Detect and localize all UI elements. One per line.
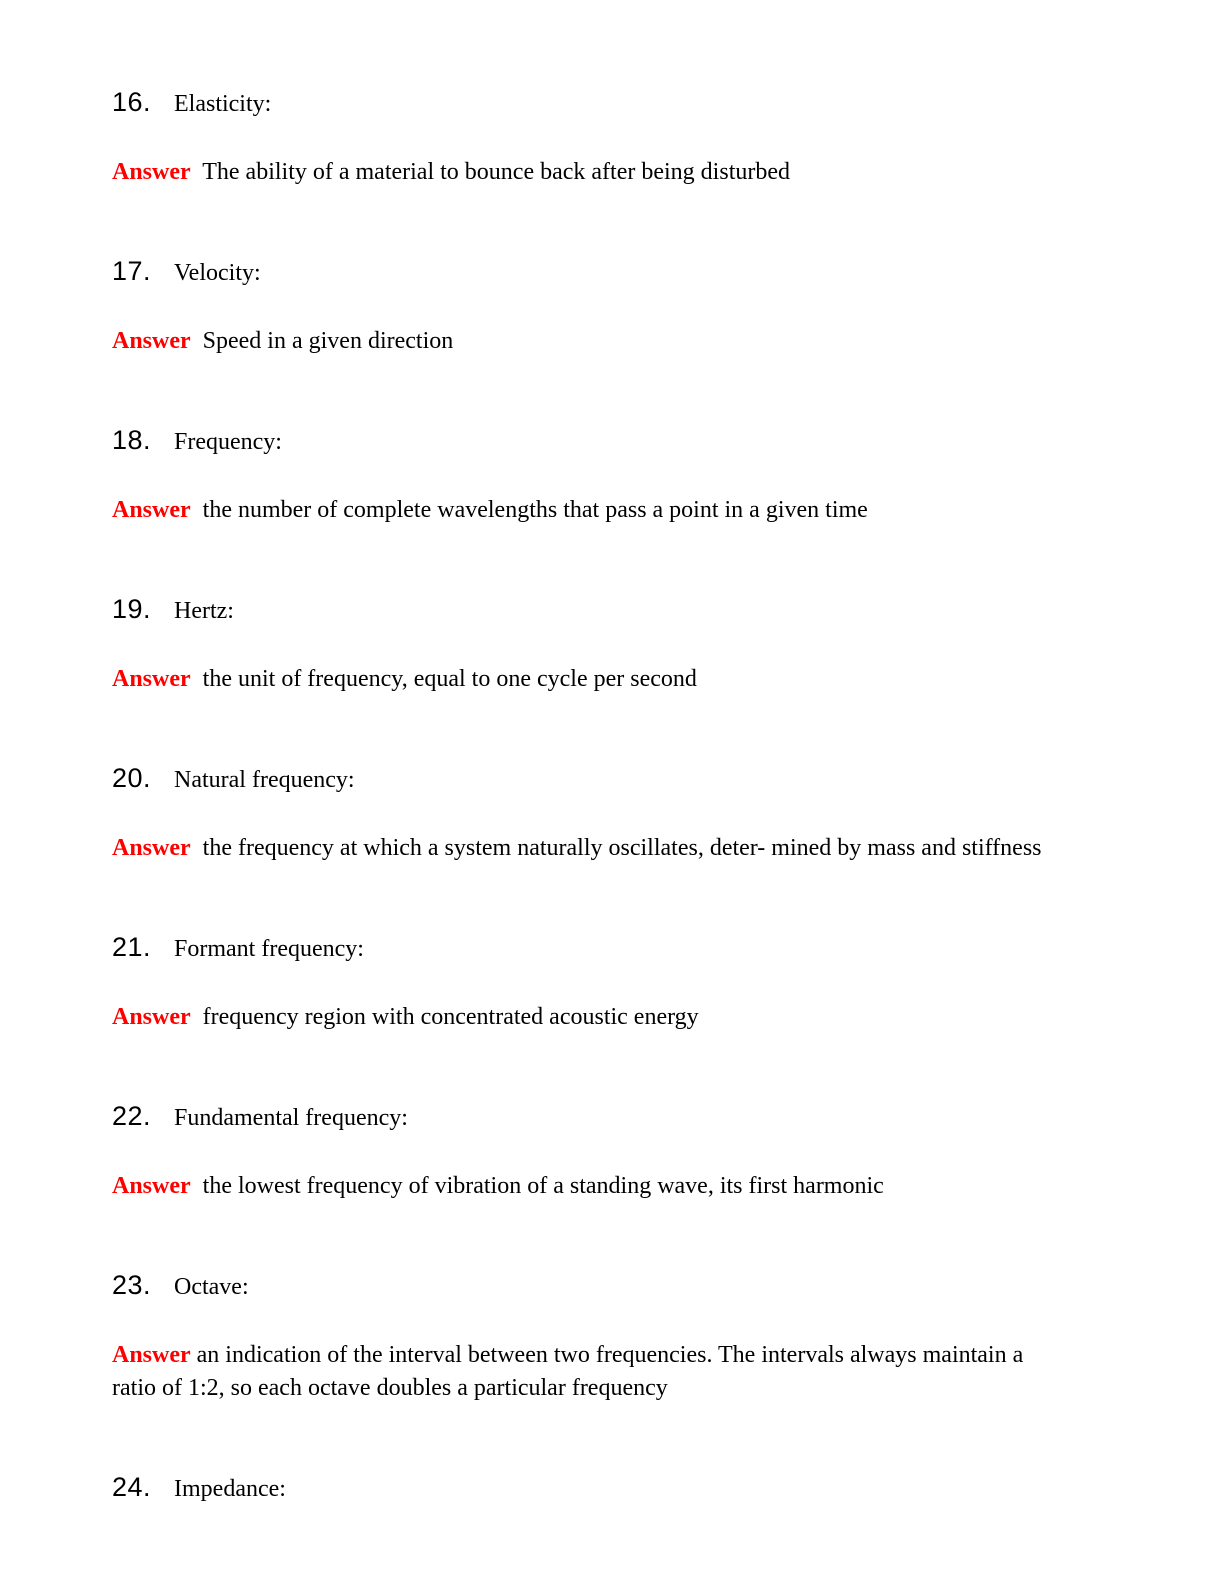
question-text: Impedance: <box>174 1476 286 1502</box>
question-text: Elasticity: <box>174 91 272 117</box>
qa-item <box>112 1269 1072 1405</box>
question-line <box>112 593 1072 630</box>
answer-line <box>112 663 1072 696</box>
question-line <box>112 255 1072 292</box>
question-text: Hertz: <box>174 598 234 624</box>
question-text: Natural frequency: <box>174 767 355 793</box>
answer-label: Answer <box>112 159 191 185</box>
qa-item <box>112 593 1072 696</box>
answer-text: Speed in a given direction <box>190 328 454 354</box>
answer-line <box>112 156 1072 189</box>
answer-label: Answer <box>112 328 191 354</box>
answer-line <box>112 832 1072 865</box>
answer-line <box>112 325 1072 358</box>
question-text: Octave: <box>174 1274 249 1300</box>
answer-text: The ability of a material to bounce back after being disturbed <box>190 159 790 185</box>
qa-item <box>112 255 1072 358</box>
answer-text: an indication of the interval between two frequencies. The intervals always maintain a ratio of 1:2, so each octave doubles a particular frequency <box>112 1342 1030 1401</box>
answer-label: Answer <box>112 835 191 861</box>
question-number: 23. <box>112 1270 152 1300</box>
question-number: 20. <box>112 763 152 793</box>
question-number: 24. <box>112 1472 152 1502</box>
answer-label: Answer <box>112 497 191 523</box>
question-line <box>112 86 1072 123</box>
answer-label: Answer <box>112 1173 191 1199</box>
question-text: Formant frequency: <box>174 936 364 962</box>
qa-item <box>112 1100 1072 1203</box>
question-text: Frequency: <box>174 429 282 455</box>
answer-label: Answer <box>112 1004 191 1030</box>
answer-text: frequency region with concentrated acoustic energy <box>190 1004 699 1030</box>
answer-label: Answer <box>112 666 191 692</box>
question-line <box>112 931 1072 968</box>
qa-item <box>112 762 1072 865</box>
question-line <box>112 1471 1072 1508</box>
question-number: 19. <box>112 594 152 624</box>
qa-item <box>112 424 1072 527</box>
question-text: Velocity: <box>174 260 261 286</box>
answer-text: the unit of frequency, equal to one cycle per second <box>190 666 697 692</box>
qa-list <box>112 86 1072 1508</box>
answer-text: the number of complete wavelengths that pass a point in a given time <box>190 497 868 523</box>
question-number: 18. <box>112 425 152 455</box>
question-line <box>112 762 1072 799</box>
answer-text: the frequency at which a system naturally oscillates, deter- mined by mass and stiffness <box>190 835 1042 861</box>
question-number: 22. <box>112 1101 152 1131</box>
qa-item <box>112 931 1072 1034</box>
qa-item <box>112 1471 1072 1508</box>
question-number: 21. <box>112 932 152 962</box>
question-number: 17. <box>112 256 152 286</box>
qa-item <box>112 86 1072 189</box>
answer-line <box>112 494 1072 527</box>
question-line <box>112 1269 1072 1306</box>
answer-line <box>112 1170 1072 1203</box>
question-number: 16. <box>112 87 152 117</box>
answer-line <box>112 1339 1072 1405</box>
question-line <box>112 424 1072 461</box>
question-text: Fundamental frequency: <box>174 1105 408 1131</box>
question-line <box>112 1100 1072 1137</box>
answer-label: Answer <box>112 1342 191 1368</box>
answer-line <box>112 1001 1072 1034</box>
answer-text: the lowest frequency of vibration of a standing wave, its first harmonic <box>190 1173 884 1199</box>
